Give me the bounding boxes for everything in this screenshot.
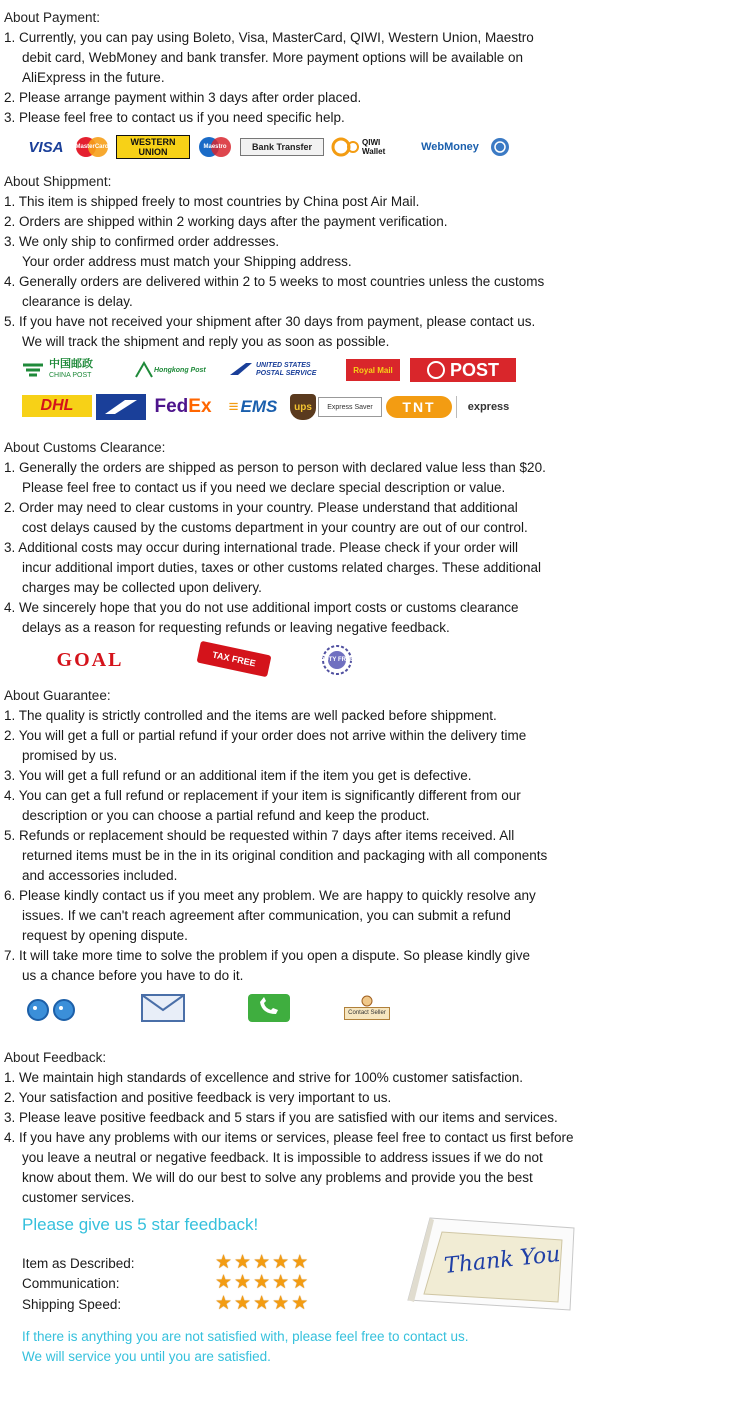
western-union-logo — [116, 135, 190, 159]
maestro-logo — [194, 136, 236, 158]
feedback-line: know about them. We will do our best to solve any problems and provide you the best — [22, 1170, 533, 1185]
usps-text-1: UNITED STATES — [256, 362, 311, 369]
customs-line: 2. Order may need to clear customs in your country. Please understand that additional — [4, 500, 518, 515]
guarantee-line: 1. The quality is strictly controlled and the items are well packed before shippment. — [4, 708, 497, 723]
star-icon: ★ — [215, 1293, 233, 1314]
star-icon: ★ — [253, 1272, 271, 1293]
rating-label-shipping: Shipping Speed: — [22, 1297, 122, 1312]
star-icon: ★ — [215, 1252, 233, 1273]
payment-line: AliExpress in the future. — [22, 70, 165, 85]
customs-line: 3. Additional costs may occur during international trade. Please check if your order will — [4, 540, 519, 555]
customs-line: delays as a reason for requesting refunds or leaving negative feedback. — [22, 620, 450, 635]
rating-label-communication: Communication: — [22, 1276, 120, 1291]
feedback-heading: About Feedback: — [4, 1050, 107, 1065]
shipment-heading: About Shippment: — [4, 174, 112, 189]
guarantee-line: promised by us. — [22, 748, 118, 763]
shipment-line: We will track the shipment and reply you as soon as possible. — [22, 334, 390, 349]
hongkong-post-text: Hongkong Post — [154, 366, 206, 374]
payment-heading: About Payment: — [4, 10, 101, 25]
rating-stars-communication — [215, 1273, 308, 1292]
star-icon: ★ — [253, 1252, 271, 1273]
star-icon: ★ — [272, 1293, 290, 1314]
fedex-text-2: Ex — [188, 396, 212, 417]
western-union-text-2: UNION — [138, 147, 168, 157]
star-icon: ★ — [272, 1272, 290, 1293]
webmoney-logo: WebMoney — [421, 141, 479, 153]
customs-line: 1. Generally the orders are shipped as person to person with declared value less than $20. — [4, 460, 546, 475]
tax-free-tag: TAX FREE — [196, 641, 271, 677]
feedback-line: you leave a neutral or negative feedback. It is impossible to address issues if we do not — [22, 1150, 543, 1165]
phone-icon — [246, 992, 292, 1024]
rating-label-item: Item as Described: — [22, 1256, 135, 1271]
fedex-logo — [150, 394, 216, 420]
post-circle-icon — [427, 361, 445, 379]
postal-logos — [0, 356, 750, 384]
tnt-logo: TNT — [386, 396, 452, 418]
star-icon: ★ — [272, 1252, 290, 1273]
shipment-line: 1. This item is shipped freely to most countries by China post Air Mail. — [4, 194, 420, 209]
guarantee-line: description or you can choose a partial refund and keep the product. — [22, 808, 430, 823]
feedback-line: customer services. — [22, 1190, 135, 1205]
customs-line: 4. We sincerely hope that you do not use additional import costs or customs clearance — [4, 600, 519, 615]
usps-text-2: POSTAL SERVICE — [256, 370, 317, 377]
post-logo-text: POST — [449, 359, 499, 380]
ems-logo: ≡ EMS — [228, 397, 278, 416]
customs-heading: About Customs Clearance: — [4, 440, 166, 455]
mastercard-logo-text: MasterCard — [75, 144, 109, 150]
guarantee-line: 7. It will take more time to solve the problem if you open a dispute. So please kindly give — [4, 948, 531, 963]
shipment-line: 5. If you have not received your shipment after 30 days from payment, please contact us. — [4, 314, 536, 329]
shipment-line: Your order address must match your Shipping address. — [22, 254, 352, 269]
feedback-line: 1. We maintain high standards of excellence and strive for 100% customer satisfaction. — [4, 1070, 524, 1085]
customs-line: charges may be collected upon delivery. — [22, 580, 262, 595]
rating-stars-shipping — [215, 1294, 308, 1313]
royal-mail-logo: Royal Mail — [346, 359, 400, 381]
star-icon: ★ — [291, 1293, 309, 1314]
guarantee-line: 5. Refunds or replacement should be requested within 7 days after items received. All — [4, 828, 515, 843]
star-icon: ★ — [291, 1272, 309, 1293]
dhl-logo: DHL — [22, 395, 92, 417]
customs-logos — [0, 642, 750, 678]
goal-logo: GOAL — [56, 648, 124, 671]
star-icon: ★ — [291, 1252, 309, 1273]
express-saver-logo: Express Saver — [318, 397, 382, 417]
contact-seller-text: Contact Seller — [344, 1007, 390, 1020]
duty-free-seal — [306, 644, 368, 676]
payment-line: 1. Currently, you can pay using Boleto, Visa, MasterCard, QIWI, Western Union, Maestro — [4, 30, 534, 45]
feedback-line: 4. If you have any problems with our items or services, please feel free to contact us first before — [4, 1130, 574, 1145]
shipment-line: 4. Generally orders are delivered within 2 to 5 weeks to most countries unless the customs — [4, 274, 545, 289]
qiwi-text-1: QIWI — [362, 138, 381, 147]
guarantee-line: 2. You will get a full or partial refund if your order does not arrive within the delivery time — [4, 728, 527, 743]
chat-icon — [20, 996, 86, 1022]
footer-line: We will service you until you are satisfied. — [22, 1349, 271, 1364]
usps-logo — [228, 359, 336, 381]
bank-transfer-logo: Bank Transfer — [240, 138, 324, 156]
contact-seller-board — [344, 988, 390, 1026]
qiwi-logo — [330, 136, 406, 158]
china-post-logo — [20, 358, 130, 382]
fedex-text-1: Fed — [154, 396, 189, 417]
guarantee-line: request by opening dispute. — [22, 928, 188, 943]
five-star-banner: Please give us 5 star feedback! — [22, 1215, 259, 1234]
china-post-cn-text: 中国邮政 — [49, 358, 93, 370]
star-icon: ★ — [215, 1272, 233, 1293]
star-icon: ★ — [234, 1252, 252, 1273]
thank-you-card — [404, 1214, 576, 1314]
star-icon: ★ — [234, 1293, 252, 1314]
guarantee-line: 3. You will get a full refund or an additional item if the item you get is defective. — [4, 768, 472, 783]
shipment-line: 3. We only ship to confirmed order addresses. — [4, 234, 280, 249]
guarantee-line: us a chance before you have to do it. — [22, 968, 244, 983]
ups-logo: ups — [290, 394, 316, 420]
star-icon: ★ — [234, 1272, 252, 1293]
guarantee-line: returned items must be in the in its original condition and packaging with all components — [22, 848, 548, 863]
guarantee-line: issues. If we can't reach agreement after communication, you can submit a refund — [22, 908, 511, 923]
hongkong-post-logo — [134, 358, 218, 382]
express-logo: express — [456, 396, 520, 418]
ems-logo-text: EMS — [240, 397, 278, 416]
thank-you-text: Thank You — [443, 1241, 562, 1280]
guarantee-line: 6. Please kindly contact us if you meet any problem. We are happy to quickly resolve any — [4, 888, 536, 903]
china-post-en-text: CHINA POST — [49, 372, 92, 379]
usps-eagle-icon — [96, 394, 146, 420]
post-logo — [410, 358, 516, 382]
duty-free-text: DUTY FREE — [320, 657, 354, 663]
feedback-line: 3. Please leave positive feedback and 5 stars if you are satisfied with our items and services. — [4, 1110, 558, 1125]
maestro-logo-text: Maestro — [203, 144, 227, 150]
contact-icons — [0, 988, 750, 1028]
visa-logo: VISA — [28, 138, 64, 156]
payment-line: 3. Please feel free to contact us if you need specific help. — [4, 110, 345, 125]
payment-line: debit card, WebMoney and bank transfer. More payment options will be available on — [22, 50, 524, 65]
email-icon — [140, 992, 186, 1024]
western-union-text-1: WESTERN — [130, 137, 176, 147]
footer-line: If there is anything you are not satisfied with, please feel free to contact us. — [22, 1329, 469, 1344]
guarantee-line: 4. You can get a full refund or replacement if your item is significantly different from our — [4, 788, 521, 803]
guarantee-heading: About Guarantee: — [4, 688, 111, 703]
rating-stars-item — [215, 1253, 308, 1272]
mastercard-logo — [72, 136, 112, 158]
customs-line: incur additional import duties, taxes or other customs related charges. These additional — [22, 560, 542, 575]
shipment-line: clearance is delay. — [22, 294, 133, 309]
webmoney-globe-icon — [488, 136, 512, 158]
payment-line: 2. Please arrange payment within 3 days after order placed. — [4, 90, 362, 105]
star-icon: ★ — [253, 1293, 271, 1314]
shipment-line: 2. Orders are shipped within 2 working days after the payment verification. — [4, 214, 448, 229]
customs-line: Please feel free to contact us if you need we declare special description or value. — [22, 480, 506, 495]
courier-logos — [0, 392, 750, 422]
customs-line: cost delays caused by the customs department in your country are out of our control. — [22, 520, 528, 535]
feedback-line: 2. Your satisfaction and positive feedback is very important to us. — [4, 1090, 392, 1105]
guarantee-line: and accessories included. — [22, 868, 178, 883]
qiwi-text-2: Wallet — [362, 147, 386, 156]
payment-logos — [0, 134, 750, 160]
